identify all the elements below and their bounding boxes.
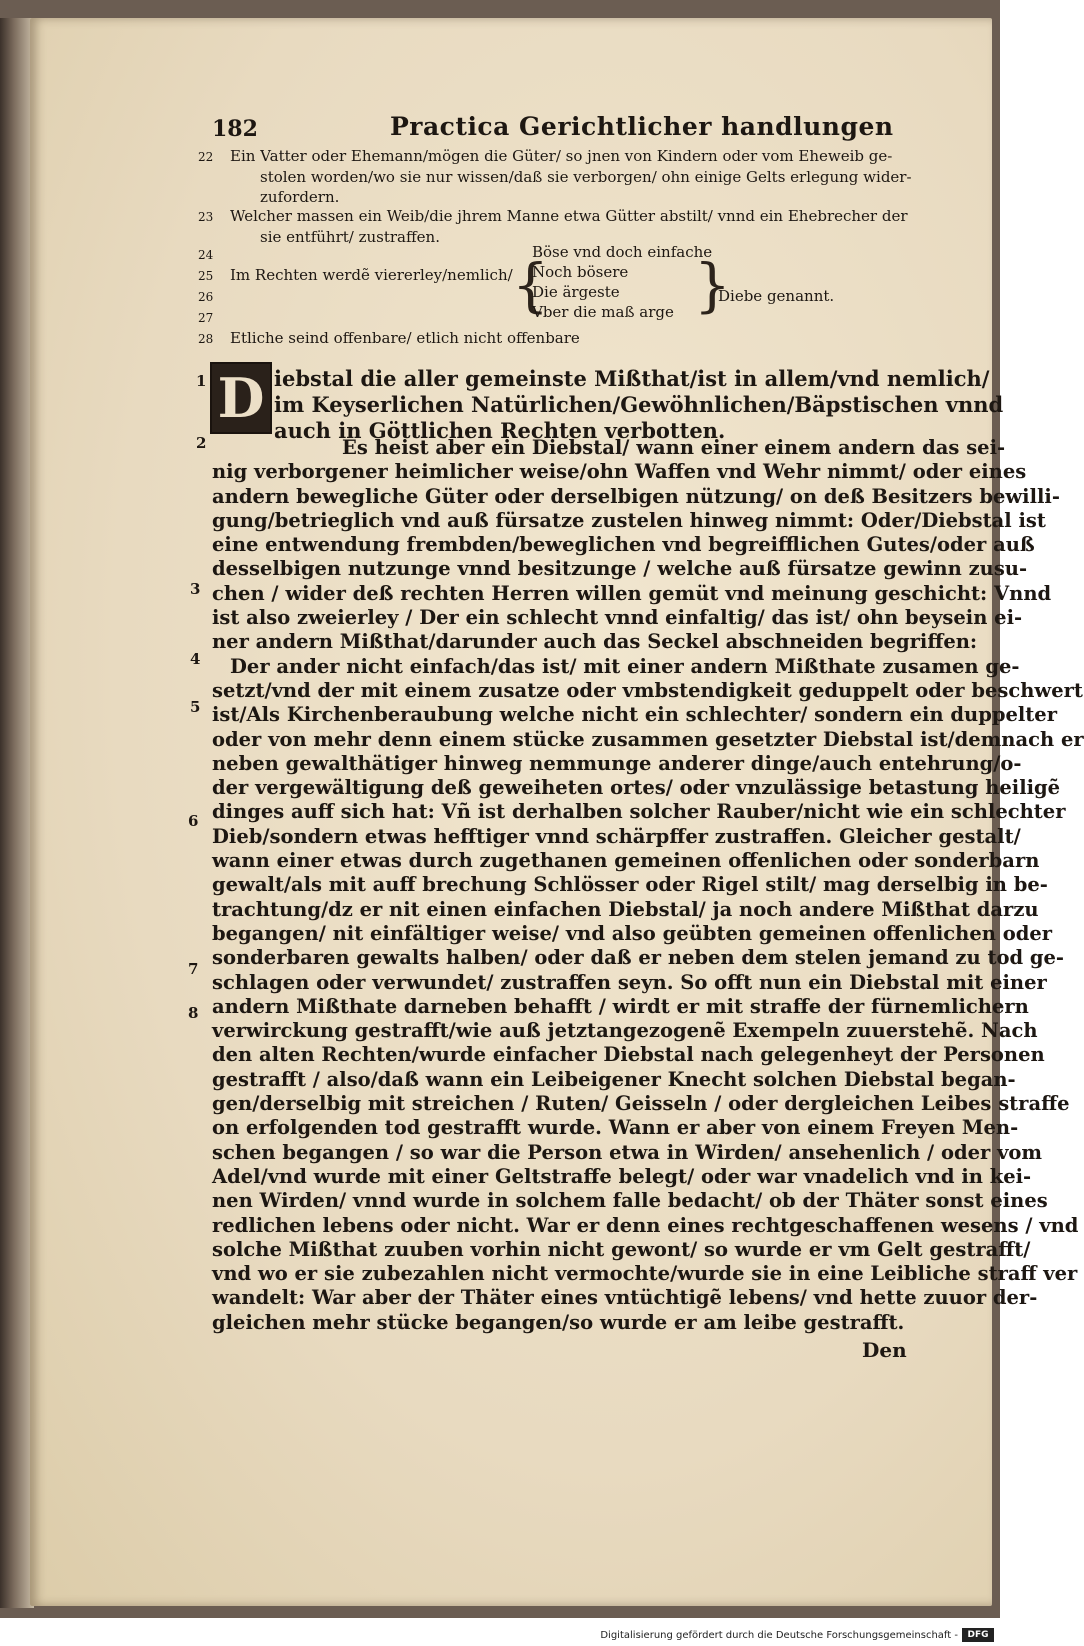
summary-number: 23 <box>198 210 214 224</box>
summary-number: 24 <box>198 248 214 262</box>
body-line: ist/Als Kirchenberaubung welche nicht ein schlechter/ sondern ein duppelter <box>212 703 1057 727</box>
margin-number: 7 <box>188 960 199 978</box>
margin-number: 1 <box>196 372 207 390</box>
classification-items <box>532 242 712 322</box>
body-line: sonderbaren gewalts halben/ oder daß er neben dem stelen jemand zu tod ge- <box>212 946 1065 970</box>
margin-number: 8 <box>188 1004 199 1022</box>
margin-number: 6 <box>188 812 199 830</box>
body-line: solche Mißthat zuuben vorhin nicht gewont/ so wurde er vm Gelt gestrafft/ <box>212 1237 1031 1261</box>
margin-number: 4 <box>190 650 201 668</box>
body-line: redlichen lebens oder nicht. War er denn eines rechtgeschaffenen wesens / vnd <box>212 1213 1079 1237</box>
summary-line: sie entführt/ zustraffen. <box>260 228 440 246</box>
classification-lead: Im Rechten werdẽ viererley/nemlich/ <box>230 266 513 284</box>
body-line: gen/derselbig mit streichen / Ruten/ Geisseln / oder dergleichen Leibes straffe <box>212 1092 1070 1116</box>
body-line: ist also zweierley / Der ein schlecht vnnd einfaltig/ das ist/ ohn beysein ei- <box>212 606 1023 630</box>
summary-line: zufordern. <box>260 188 340 206</box>
margin-number: 5 <box>190 698 201 716</box>
classification-item: Noch bösere <box>532 263 629 281</box>
body-line: ner andern Mißthat/darunder auch das Seckel abschneiden begriffen: <box>212 630 978 654</box>
summary-number: 27 <box>198 311 214 325</box>
book-edge <box>0 18 34 1608</box>
body-line: wandelt: War aber der Thäter eines vntüchtigẽ lebens/ vnd hette zuuor der- <box>212 1286 1038 1310</box>
right-brace: } <box>694 251 731 319</box>
running-title: Practica Gerichtlicher handlungen <box>390 112 894 141</box>
catchword: Den <box>862 1338 907 1362</box>
body-line: oder von mehr denn einem stücke zusammen gesetzter Diebstal ist/demnach er <box>212 727 1084 751</box>
classification-item: Die ärgeste <box>532 283 620 301</box>
body-line: verwirckung gestrafft/wie auß jetztangezogenẽ Exempeln zuuerstehẽ. Nach <box>212 1019 1038 1043</box>
body-line: andern Mißthate darneben behafft / wirdt er mit straffe der fürnemlichern <box>212 994 1029 1018</box>
body-line: dinges auff sich hat: Vñ ist derhalben solcher Rauber/nicht wie ein schlechter <box>212 800 1066 824</box>
body-line: Dieb/sondern etwas hefftiger vnnd schärpffer zustraffen. Gleicher gestalt/ <box>212 824 1021 848</box>
body-line: eine entwendung frembden/beweglichen vnd begreifflichen Gutes/oder auß <box>212 533 1035 557</box>
margin-number: 2 <box>196 434 207 452</box>
summary-line: stolen worden/wo sie nur wissen/daß sie verborgen/ ohn einige Gelts erlegung wider- <box>260 168 912 186</box>
body-line: gewalt/als mit auff brechung Schlösser oder Rigel stilt/ mag derselbig in be- <box>212 873 1048 897</box>
body-line: schlagen oder verwundet/ zustraffen seyn. So offt nun ein Diebstal mit einer <box>212 970 1047 994</box>
body-line: chen / wider deß rechten Herren willen gemüt vnd meinung geschicht: Vnnd <box>212 581 1052 605</box>
summary-line: Welcher massen ein Weib/die jhrem Manne etwa Gütter abstilt/ vnnd ein Ehebrecher der <box>230 207 908 225</box>
body-line: gleichen mehr stücke begangen/so wurde er am leibe gestrafft. <box>212 1310 905 1334</box>
summary-number: 28 <box>198 332 214 346</box>
margin-number: 3 <box>190 580 201 598</box>
body-line: setzt/vnd der mit einem zusatze oder vmbstendigkeit geduppelt oder beschwert <box>212 678 1083 702</box>
body-line: Adel/vnd wurde mit einer Geltstraffe belegt/ oder war vnadelich vnd in kei- <box>212 1164 1032 1188</box>
body-line: neben gewalthätiger hinweg nemmunge anderer dinge/auch entehrung/o- <box>212 751 1022 775</box>
left-brace: { <box>512 251 549 319</box>
body-line: Der ander nicht einfach/das ist/ mit einer andern Mißthate zusamen ge- <box>230 654 1020 678</box>
body-line: gestrafft / also/daß wann ein Leibeigener Knecht solchen Diebstal began- <box>212 1067 1016 1091</box>
dfg-logo: DFG <box>962 1628 994 1642</box>
body-line: desselbigen nutzunge vnnd besitzunge / welche auß fürsatze gewinn zusu- <box>212 557 1028 581</box>
summary-item-23 <box>198 206 908 247</box>
opening-line: auch in Göttlichen Rechten verbotten. <box>274 418 726 443</box>
body-line: der vergewältigung deß geweiheten ortes/ oder vnzulässige betastung heiligẽ <box>212 776 1061 800</box>
body-line: gung/betrieglich vnd auß fürsatze zustelen hinweg nimmt: Oder/Diebstal ist <box>212 508 1046 532</box>
body-line: trachtung/dz er nit einen einfachen Diebstal/ ja noch andere Mißthat darzu <box>212 897 1039 921</box>
body-line: begangen/ nit einfältiger weise/ vnd also geübten gemeinen offenlichen oder <box>212 921 1053 945</box>
body-line: nig verborgener heimlicher weise/ohn Waffen vnd Wehr nimmt/ oder eines <box>212 460 1027 484</box>
digitization-credit: Digitalisierung gefördert durch die Deutsche Forschungsgemeinschaft - <box>600 1630 958 1641</box>
classification-item: Vber die maß arge <box>532 303 674 321</box>
body-line: andern bewegliche Güter oder derselbigen nützung/ on deß Besitzers bewilli- <box>212 484 1060 508</box>
opening-line: iebstal die aller gemeinste Mißthat/ist in allem/vnd nemlich/ <box>274 366 990 391</box>
summary-item-22 <box>198 146 912 207</box>
summary-number: 26 <box>198 290 214 304</box>
body-line: Es heist aber ein Diebstal/ wann einer einem andern das sei- <box>342 436 1006 459</box>
opening-line: im Keyserlichen Natürlichen/Gewöhnlichen/Bäpstischen vnnd <box>274 392 1004 417</box>
body-line: schen begangen / so war die Person etwa in Wirden/ ansehenlich / oder vom <box>212 1140 1043 1164</box>
body-line: vnd wo er sie zubezahlen nicht vermochte/wurde sie in eine Leibliche straff ver <box>212 1262 1078 1286</box>
body-line: on erfolgenden tod gestrafft wurde. Wann er aber von einem Freyen Men- <box>212 1116 1019 1140</box>
summary-number: 22 <box>198 150 214 164</box>
classification-item: Böse vnd doch einfache <box>532 243 713 261</box>
summary-number: 25 <box>198 269 214 283</box>
decorated-initial: D <box>210 362 272 434</box>
classification-last: Etliche seind offenbare/ etlich nicht offenbare <box>230 329 580 347</box>
opening-lines <box>274 366 1003 444</box>
body-line: nen Wirden/ vnnd wurde in solchem falle bedacht/ ob der Thäter sonst eines <box>212 1189 1048 1213</box>
body-text <box>212 436 1084 1335</box>
classification-result: Diebe genannt. <box>718 287 835 305</box>
body-line: den alten Rechten/wurde einfacher Diebstal nach gelegenheyt der Personen <box>212 1043 1045 1067</box>
page-number: 182 <box>212 116 258 142</box>
summary-line: Ein Vatter oder Ehemann/mögen die Güter/ so jnen von Kindern oder vom Eheweib ge- <box>230 147 893 165</box>
body-line: wann einer etwas durch zugethanen gemeinen offenlichen oder sonderbarn <box>212 849 1040 873</box>
